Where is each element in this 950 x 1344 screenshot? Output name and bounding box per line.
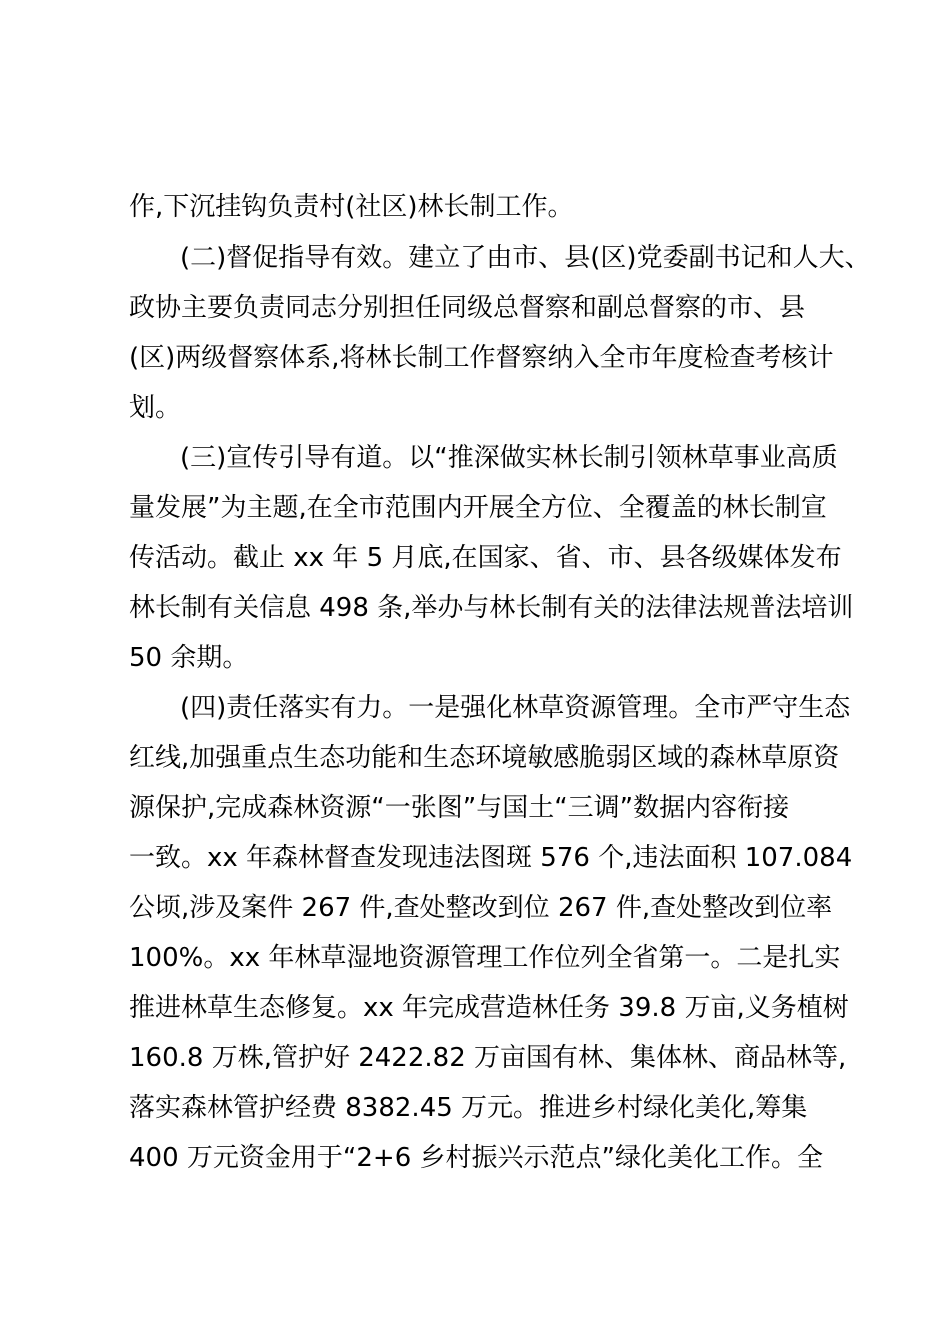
text-line: 传活动。截止 xx 年 5 月底,在国家、省、市、县各级媒体发布 (129, 543, 842, 573)
text-line: 160.8 万株,管护好 2422.82 万亩国有林、集体林、商品林等, (129, 1043, 847, 1073)
text-line: 推进林草生态修复。xx 年完成营造林任务 39.8 万亩,义务植树 (129, 993, 849, 1023)
text-line: 量发展”为主题,在全市范围内开展全方位、全覆盖的林长制宣 (129, 493, 827, 523)
text-line: 50 余期。 (129, 643, 249, 673)
text-line: 公顷,涉及案件 267 件,查处整改到位 267 件,查处整改到位率 (129, 893, 833, 923)
text-line: (三)宣传引导有道。以“推深做实林长制引领林草事业高质 (180, 443, 838, 473)
text-line: 红线,加强重点生态功能和生态环境敏感脆弱区域的森林草原资 (129, 743, 840, 773)
text-line: 100%。xx 年林草湿地资源管理工作位列全省第一。二是扎实 (129, 943, 841, 973)
text-line: 作,下沉挂钩负责村(社区)林长制工作。 (129, 192, 574, 222)
text-line: (区)两级督察体系,将林长制工作督察纳入全市年度检查考核计 (129, 343, 834, 373)
text-line: (二)督促指导有效。建立了由市、县(区)党委副书记和人大、 (180, 243, 871, 273)
text-line: 政协主要负责同志分别担任同级总督察和副总督察的市、县 (129, 293, 806, 323)
text-line: 划。 (129, 393, 182, 423)
text-line: 一致。xx 年森林督查发现违法图斑 576 个,违法面积 107.084 (129, 843, 853, 873)
text-line: 林长制有关信息 498 条,举办与林长制有关的法律法规普法培训 (129, 593, 854, 623)
text-line: 400 万元资金用于“2+6 乡村振兴示范点”绿化美化工作。全 (129, 1143, 823, 1173)
text-line: (四)责任落实有力。一是强化林草资源管理。全市严守生态 (180, 693, 851, 723)
text-line: 源保护,完成森林资源“一张图”与国土“三调”数据内容衔接 (129, 793, 790, 823)
text-line: 落实森林管护经费 8382.45 万元。推进乡村绿化美化,筹集 (129, 1093, 808, 1123)
